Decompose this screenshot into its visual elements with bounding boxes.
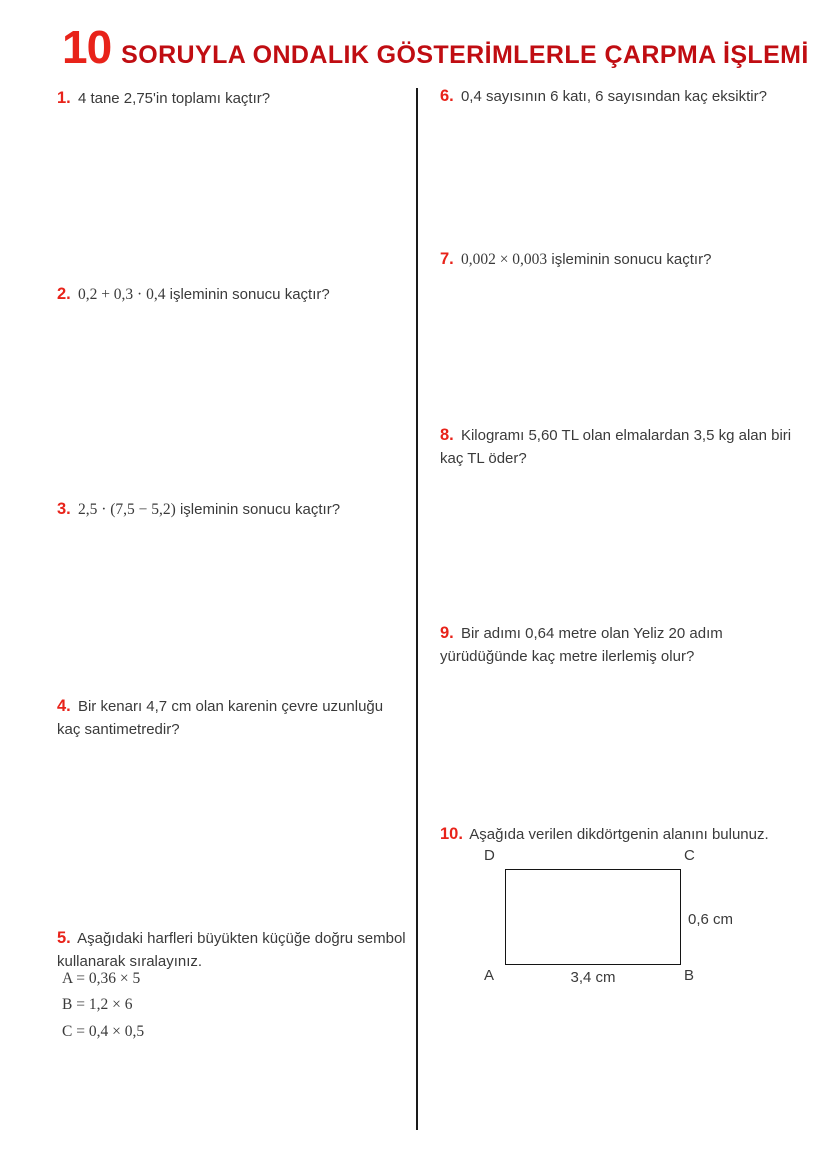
question-6-text: 0,4 sayısının 6 katı, 6 sayısından kaç eksiktir?: [460, 88, 767, 105]
question-7: [440, 247, 790, 272]
question-7-number: 7.: [440, 250, 454, 268]
question-2-expression: 0,2 + 0,3 · 0,4: [77, 286, 166, 303]
question-8-text: Kilogramı 5,60 TL olan elmalardan 3,5 kg alan biri kaç TL öder?: [440, 427, 792, 467]
question-9: [440, 621, 770, 668]
question-9-number: 9.: [440, 624, 454, 642]
question-6: [440, 84, 790, 109]
corner-label-d: D: [484, 847, 495, 864]
question-8: [440, 423, 795, 470]
question-1-number: 1.: [57, 89, 71, 107]
rectangle-height-label: 0,6 cm: [688, 911, 734, 928]
question-10: [440, 822, 810, 847]
corner-label-c: C: [684, 847, 695, 864]
worksheet-title: [62, 21, 809, 73]
corner-label-b: B: [684, 967, 695, 984]
question-3: [57, 497, 402, 522]
title-text: SORUYLA ONDALIK GÖSTERİMLERLE ÇARPMA İŞLEMİ: [121, 41, 809, 69]
question-4-number: 4.: [57, 697, 71, 715]
equation-b: B = 1,2 × 6: [62, 996, 133, 1014]
question-2-number: 2.: [57, 285, 71, 303]
question-4-text: Bir kenarı 4,7 cm olan karenin çevre uzunluğu kaç santimetredir?: [57, 698, 384, 738]
rectangle-diagram: [440, 845, 780, 995]
question-1: [57, 86, 402, 111]
question-3-expression: 2,5 · (7,5 − 5,2): [77, 501, 176, 518]
equation-a: A = 0,36 × 5: [62, 970, 141, 987]
question-5-number: 5.: [57, 929, 71, 947]
question-1-text: 4 tane 2,75'in toplamı kaçtır?: [77, 90, 271, 107]
question-2: [57, 282, 402, 307]
rectangle-shape: [505, 869, 681, 965]
question-7-text: işleminin sonucu kaçtır?: [551, 251, 712, 268]
title-number: 10: [62, 21, 112, 73]
question-3-number: 3.: [57, 500, 71, 518]
question-2-text: işleminin sonucu kaçtır?: [169, 286, 330, 303]
question-5-equations: [62, 966, 144, 1045]
rectangle-width-label: 3,4 cm: [570, 969, 616, 986]
question-4: [57, 694, 409, 741]
question-5-text: Aşağıdaki harfleri büyükten küçüğe doğru sembol kullanarak sıralayınız.: [57, 930, 406, 970]
question-10-text: Aşağıda verilen dikdörtgenin alanını bulunuz.: [469, 826, 769, 843]
question-9-text: Bir adımı 0,64 metre olan Yeliz 20 adım yürüdüğünde kaç metre ilerlemiş olur?: [440, 625, 723, 665]
equation-c: C = 0,4 × 0,5: [62, 1022, 145, 1040]
corner-label-a: A: [484, 967, 495, 984]
question-6-number: 6.: [440, 87, 454, 105]
question-3-text: işleminin sonucu kaçtır?: [179, 501, 341, 518]
question-10-number: 10.: [440, 825, 463, 843]
question-7-expression: 0,002 × 0,003: [460, 251, 548, 268]
question-8-number: 8.: [440, 426, 454, 444]
column-divider: [416, 88, 418, 1130]
